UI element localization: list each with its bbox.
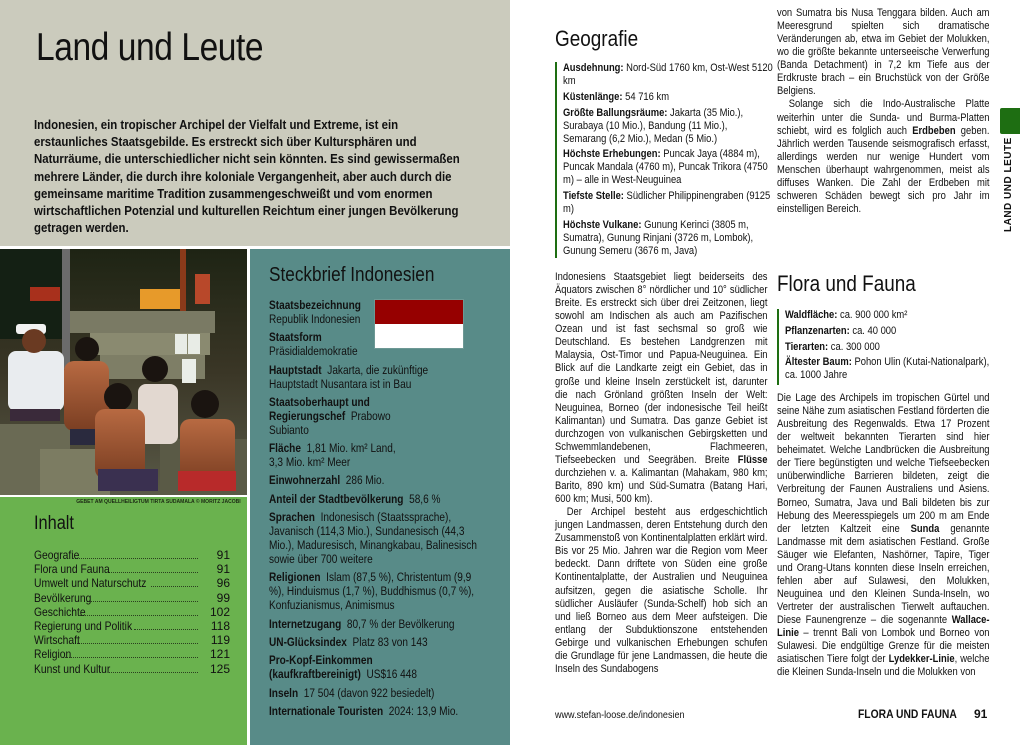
fact-staatsoberhaupt: Staatsoberhaupt und Regierungschef Prabowo Subianto	[269, 394, 391, 437]
fact-staatsbezeichnung: Staatsbezeichnung Republik Indonesien	[269, 298, 361, 326]
fact-inseln: Inseln 17 504 (davon 922 besiedelt)	[269, 685, 435, 700]
geografie-paragraph-1: Indonesiens Staatsgebiet liegt beiderseits des Äquators zwischen 8° nördlicher und 10° südlicher Breite. Es erstreckt sich über drei Zeitzonen, liegt sowohl am Indischen als auch am Pazifischen Ozean und ist fast sechsmal so groß wie Deutschland. Es bestehen Landgrenzen mit Malaysia, Ost-Timor und Papua-Neuguinea. Ein Blick auf die Landkarte zeigt ein Gebiet, das in große und kleine Inseln zerstückelt ist, darunter die nach Grönland größten Inseln der Welt: Neuguinea, Borneo (der indonesische Teil heißt Kalimantan) und Sumatra. Das ganze Gebiet ist durchzogen von vulkanischen Gebirgsketten und Schwemmlandebenen, Flachmeeren, Tiefseebecken und Seegräben. Breite Flüsse durchziehen v. a. Kalimantan (Mahakam, 980 km; Barito, 890 km) und Süd-Sumatra (Batang Hari, 600 km; Musi, 500 km).	[555, 271, 768, 506]
geografie-facts-box	[555, 62, 773, 258]
footer-url-link[interactable]: www.stefan-loose.de/indonesien	[555, 709, 685, 721]
flora-paragraph-1: Die Lage des Archipels im tropischen Gürtel und seine Nähe zum asiatischen Festland förderten die Ausbreitung des Regenwalds. Etwa 17 Prozent der weltweit bekannten Tierarten sind hier beheimatet. Welche Landbrücken die Ausbreitung der Tiere begünstigten und welche Tiefseebecken unüberwindliche Barrieren bildeten, zeigt die Verbreitung der Faunen Australiens und Asiens. Borneo, Sumatra, Java und Bali bildeten bis zur Hebung des Meeresspiegels um 200 m am Ende der letzten Kaltzeit eine Sunda genannte Landmasse mit dem asiatischen Festland. Große Säuger wie Elefanten, Nashörner, Tapire, Tiger und Orang-Utans konnten diese Inseln erreichen, fehlen aber auf Sulawesi, den Molukken, Neuguinea und den Kleinen Sunda-Inseln, wo Vertreter der australischen Tierwelt auftauchen. Diese Faunengrenze – die sogenannte Wallace-Linie – trennt Bali von Lombok und Borneo von Sulawesi. Die endgültige Grenze für die meisten asiatischen Tiere folgt der Lydekker-Linie, welche die Kleinen Sunda-Inseln und die Molukken von	[777, 392, 990, 679]
geografie-paragraph-2-cont: von Sumatra bis Nusa Tenggara bilden. Auch am Meeresgrund spielten sich dramatische Veränderungen ab, etwa im Gebiet der Molukken, wo die größte bekannte unterseeische Verwerfung (Banda Detachment) in 7,2 km Tiefe aus der Erdkruste brach – ein Bruchstück von der Größe Belgiens.	[777, 7, 990, 98]
toc-item-bevoelkerung[interactable]: Bevölkerung 99	[34, 590, 230, 605]
fact-religionen: Religionen Islam (87,5 %), Christentum (9,9 %), Hinduismus (1,7 %), Buddhismus (0,7 %), Konfuzianismus, Animismus	[269, 570, 475, 613]
geo-fact-erhebungen: Höchste Erhebungen: Puncak Jaya (4884 m), Puncak Mandala (4760 m), Puncak Trikora (4750 m) – alle in West-Neuguinea	[563, 148, 768, 187]
geo-fact-ausdehnung: Ausdehnung: Nord-Süd 1760 km, Ost-West 5120 km	[563, 62, 773, 87]
toc-item-wirtschaft[interactable]: Wirtschaft 119	[34, 633, 230, 648]
toc-item-kunst-kultur[interactable]: Kunst und Kultur 125	[34, 661, 230, 676]
profile-facts	[269, 298, 490, 722]
toc-item-flora-fauna[interactable]: Flora und Fauna 91	[34, 562, 230, 577]
profile-title: Steckbrief Indonesien	[269, 264, 435, 286]
section-title-flora-fauna: Flora und Fauna	[777, 271, 916, 296]
toc-item-geschichte[interactable]: Geschichte 102	[34, 604, 230, 619]
geo-fact-vulkane: Höchste Vulkane: Gunung Kerinci (3805 m, Sumatra), Gunung Rinjani (3726 m, Lombok), Gunung Semeru (3676 m, Java)	[563, 218, 754, 257]
fact-internetzugang: Internetzugang 80,7 % der Bevölkerung	[269, 616, 455, 631]
toc-item-umwelt[interactable]: Umwelt und Naturschutz 96	[34, 576, 230, 591]
flora-fact-tierarten: Tierarten: ca. 300 000	[785, 340, 880, 353]
fact-sprachen: Sprachen Indonesisch (Staatssprache), Javanisch (114,3 Mio.), Sundanesisch (44,3 Mio.), Maduresisch, Minangkabau, Balinesisch sowie über 700 weitere	[269, 510, 477, 567]
flora-fact-pflanzenarten: Pflanzenarten: ca. 40 000	[785, 324, 897, 337]
fact-flaeche: Fläche 1,81 Mio. km² Land, 3,3 Mio. km² Meer	[269, 441, 396, 470]
geo-fact-kuestenlaenge: Küstenlänge: 54 716 km	[563, 90, 670, 103]
fact-gluecksindex: UN-Glücksindex Platz 83 von 143	[269, 634, 428, 649]
fact-einwohnerzahl: Einwohnerzahl 286 Mio.	[269, 473, 385, 488]
fact-einkommen: Pro-Kopf-Einkommen (kaufkraftbereinigt) US$16 448	[269, 653, 417, 682]
toc-item-religion[interactable]: Religion 121	[34, 647, 230, 662]
chapter-side-label: LAND UND LEUTE	[1003, 137, 1014, 232]
fact-staatsform: Staatsform Präsidialdemokratie	[269, 330, 358, 359]
footer-page-number: 91	[974, 707, 988, 721]
toc-title: Inhalt	[34, 513, 74, 534]
chapter-photo	[0, 249, 247, 495]
flora-fact-waldflaeche: Waldfläche: ca. 900 000 km²	[785, 309, 908, 321]
table-of-contents	[0, 497, 247, 745]
geografie-body-continued	[777, 7, 990, 216]
photo-worshippers-image	[0, 249, 247, 495]
geografie-paragraph-2: Der Archipel besteht aus erdgeschichtlich jungen Landmassen, deren Entstehung durch den Zusammenstoß von Kontinentalplatten erklärt wird. Bis vor 25 Mio. Jahren war die Region vom Meer bedeckt. Dann driftete von Süden eine große Kontinentalplatte, der Australien und Neuguinea aufsitzen, gegen die asiatische Scholle. Ihr südlicher Ausläufer (Sunda-Schelf) hob sich an und ließ Borneo aus dem Meer aufsteigen. Die entlang der Subduktionszone entstehenden Gebirge und vulkanischen Erhebungen schufen die Grundlage für jene Landmassen, die heute die Inseln des Sundabogens	[555, 506, 768, 675]
fact-touristen: Internationale Touristen 2024: 13,9 Mio.	[269, 703, 459, 718]
chapter-title: Land und Leute	[36, 26, 264, 69]
flora-body-text	[777, 392, 990, 679]
chapter-lead: Indonesien, ein tropischer Archipel der Vielfalt und Extreme, ist ein erstaunliches Staatsgebilde. Es erstreckt sich über Kultursphären und Naturräume, die unterschiedlicher nicht sein könnten. Es sind gewissermaßen mehrere Länder, die durch ihre koloniale Vergangenheit, aber auch durch die gemeinsame maritime Tradition zusammengeschweißt und vom enormen wirtschaftlichen Potenzial und kulturellen Reichtum einer jungen Bevölkerung getragen werden.	[34, 117, 460, 236]
section-title-geografie: Geografie	[555, 26, 639, 51]
geografie-body-text	[555, 271, 768, 676]
geografie-paragraph-3: Solange sich die Indo-Australische Platte weiterhin unter die Sunda- und Burma-Platten schiebt, wird es folglich auch Erdbeben geben. Jährlich werden Tausende seismografisch erfasst, allerdings werden nur wenige Hundert vom Menschen überhaupt wahrgenommen, meist als diffuses Wanken. Die Zahl der Erdbeben mit schweren Schäden bewegt sich pro Jahr im einstelligen Bereich.	[777, 98, 990, 215]
flora-fact-aeltester-baum: Ältester Baum: Pohon Ulin (Kutai-Nationalpark), ca. 1000 Jahre	[785, 356, 990, 382]
geo-fact-tiefste-stelle: Tiefste Stelle: Südlicher Philippinengraben (9125 m)	[563, 190, 771, 216]
toc-list	[34, 548, 230, 676]
geo-fact-ballungsraeume: Größte Ballungsräume: Jakarta (35 Mio.), Surabaya (10 Mio.), Bandung (11 Mio.), Semarang (6,2 Mio.), Medan (5 Mio.)	[563, 106, 744, 145]
footer-section-title: FLORA UND FAUNA	[858, 707, 957, 721]
toc-item-geografie[interactable]: Geografie 91	[34, 548, 230, 562]
photo-caption: GEBET AM QUELLHEILIGTUM TIRTA SUDAMALA © MORITZ JACOBI	[76, 499, 241, 505]
right-page	[512, 0, 1020, 745]
column-geografie	[555, 26, 773, 675]
chapter-tab-marker[interactable]	[1000, 108, 1020, 134]
fact-hauptstadt: Hauptstadt Jakarta, die zukünftige Hauptstadt Nusantara ist in Bau	[269, 362, 429, 391]
flora-facts-box	[777, 309, 1020, 385]
country-profile-box	[250, 249, 510, 745]
intro-block	[0, 0, 510, 246]
toc-item-regierung[interactable]: Regierung und Politik 118	[34, 618, 230, 633]
fact-stadtbevoelkerung: Anteil der Stadtbevölkerung 58,6 %	[269, 491, 441, 506]
